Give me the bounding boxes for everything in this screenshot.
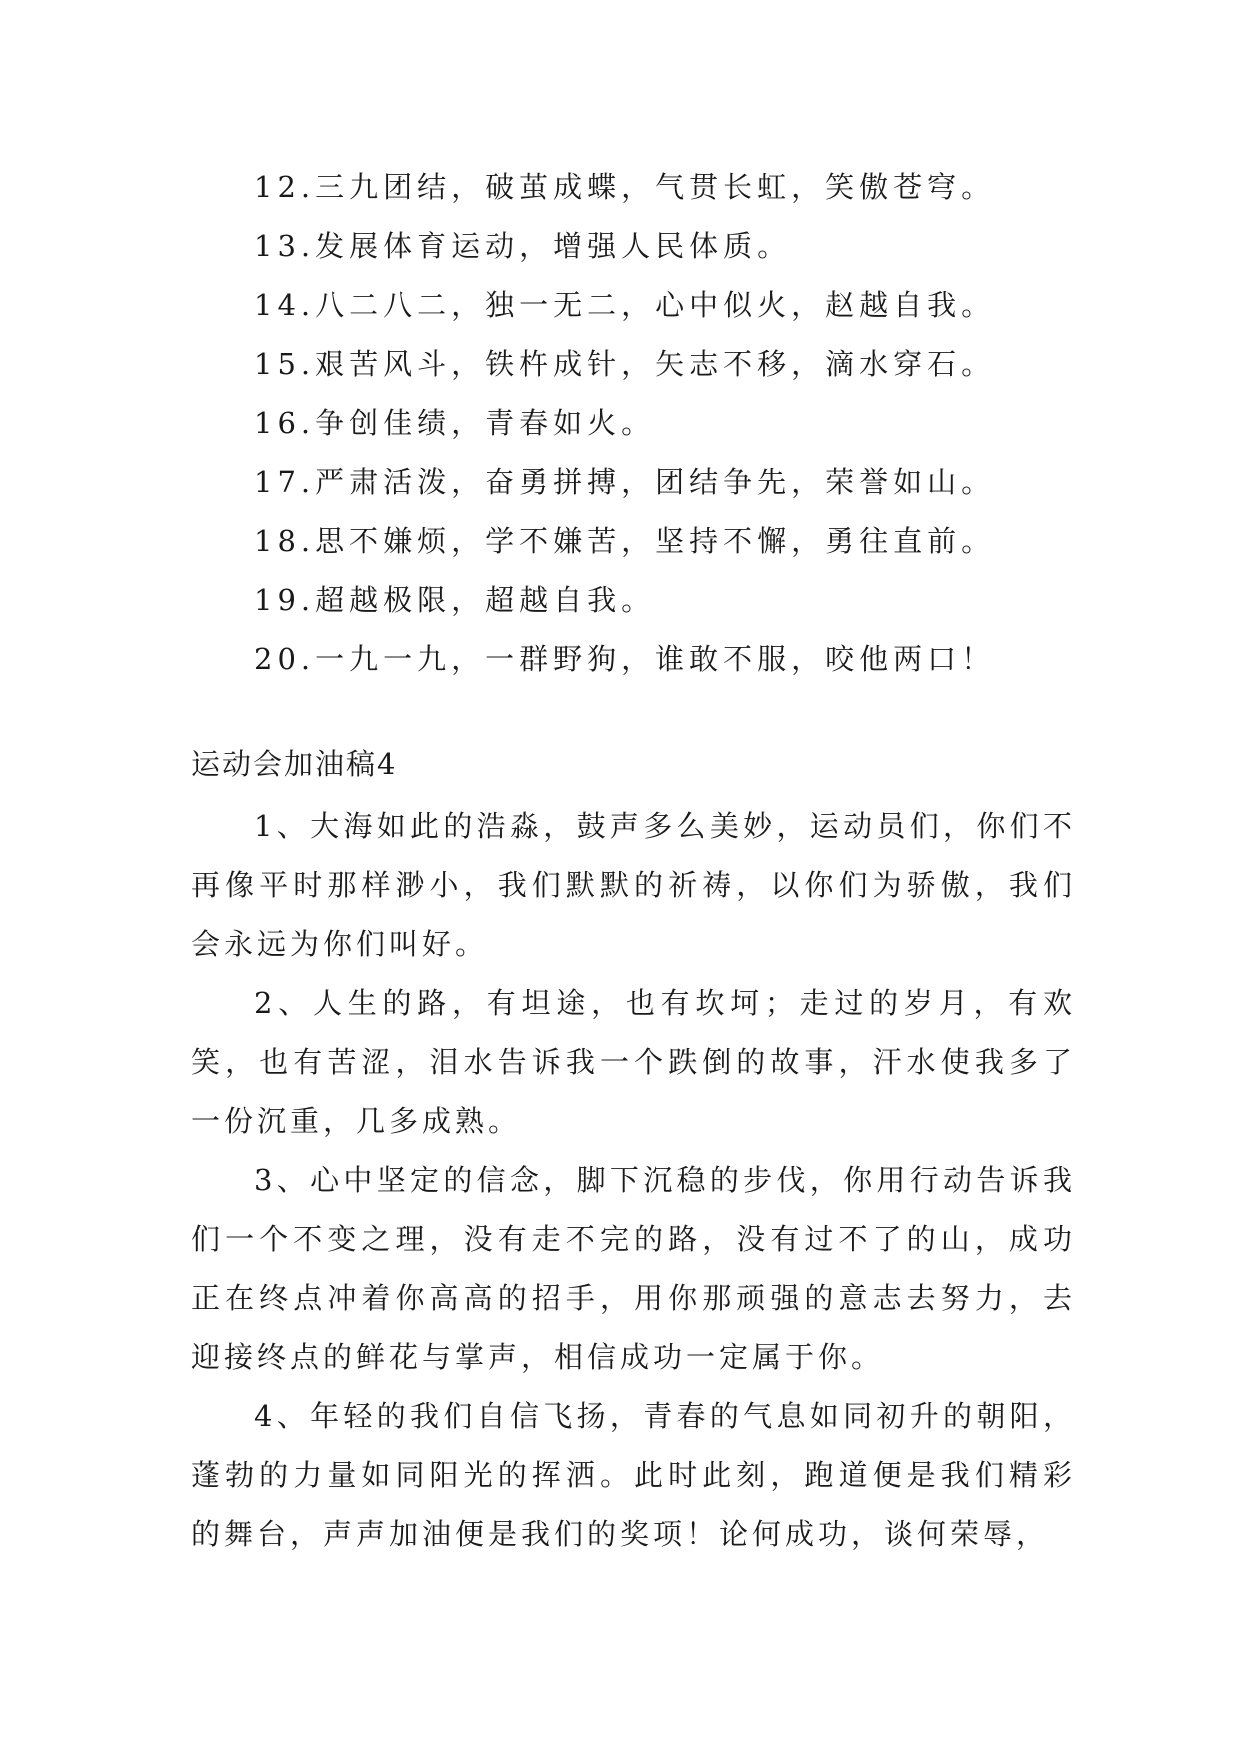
section-title: 运动会加油稿4: [191, 747, 398, 781]
paragraph-group: [191, 797, 1076, 1564]
list-item: 15.艰苦风斗，铁杵成针，矢志不移，滴水穿石。: [254, 347, 996, 381]
slogan-list: [254, 158, 995, 689]
list-item: 14.八二八二，独一无二，心中似火，赵越自我。: [254, 288, 996, 322]
list-item: 18.思不嫌烦，学不嫌苦，坚持不懈，勇往直前。: [254, 524, 996, 558]
list-item: 16.争创佳绩，青春如火。: [254, 406, 656, 440]
paragraph: 1、大海如此的浩淼，鼓声多么美妙，运动员们，你们不再像平时那样渺小，我们默默的祈祷，以你们为骄傲，我们会永远为你们叫好。: [191, 809, 1076, 961]
paragraph: 2、人生的路，有坦途，也有坎坷；走过的岁月，有欢笑，也有苦涩，泪水告诉我一个跌倒的故事，汗水使我多了一份沉重，几多成熟。: [191, 986, 1076, 1138]
paragraph: 3、心中坚定的信念，脚下沉稳的步伐，你用行动告诉我们一个不变之理，没有走不完的路，没有过不了的山，成功正在终点冲着你高高的招手，用你那顽强的意志去努力，去迎接终点的鲜花与掌声，相信成功一定属于你。: [191, 1163, 1076, 1374]
list-item: 17.严肃活泼，奋勇拼搏，团结争先，荣誉如山。: [254, 465, 996, 499]
paragraph: 4、年轻的我们自信飞扬，青春的气息如同初升的朝阳，蓬勃的力量如同阳光的挥洒。此时此刻，跑道便是我们精彩的舞台，声声加油便是我们的奖项！论何成功，谈何荣辱，: [191, 1399, 1076, 1551]
list-item: 12.三九团结，破茧成蝶，气贯长虹，笑傲苍穹。: [254, 170, 996, 204]
list-item: 19.超越极限，超越自我。: [254, 583, 656, 617]
list-item: 20.一九一九，一群野狗，谁敢不服，咬他两口！: [254, 642, 996, 676]
list-item: 13.发展体育运动，增强人民体质。: [254, 229, 792, 263]
